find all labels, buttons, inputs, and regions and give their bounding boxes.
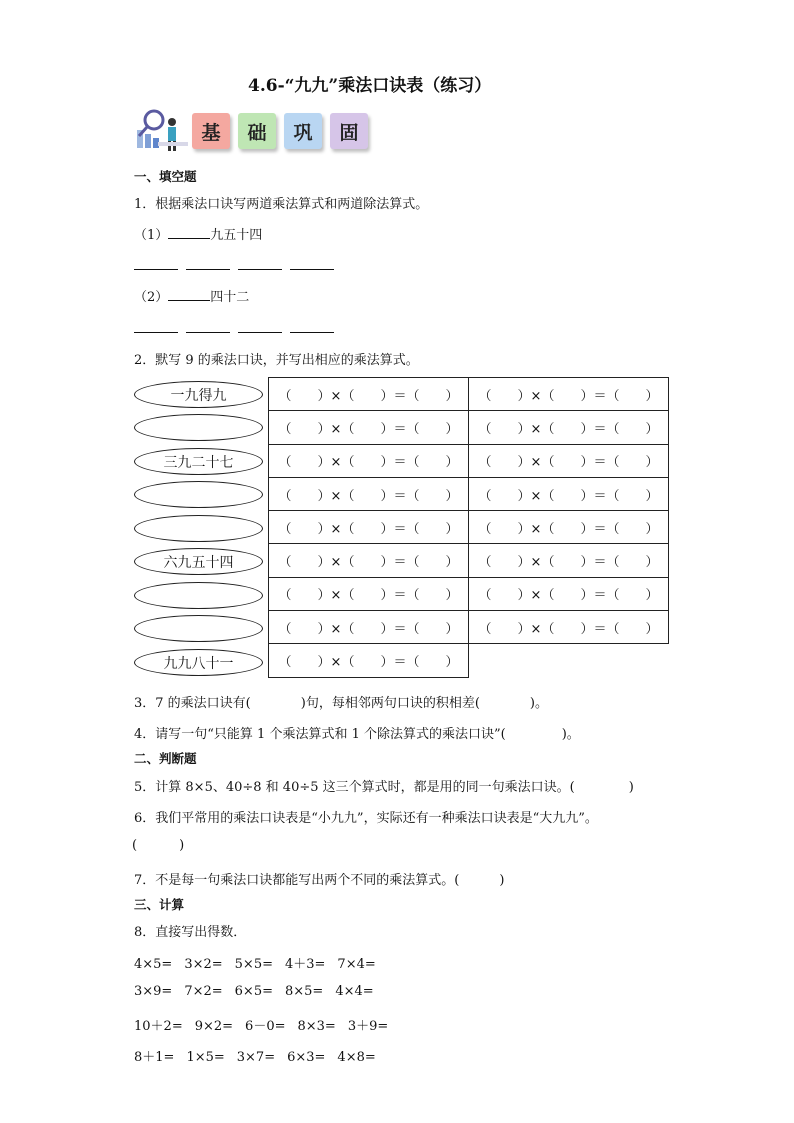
equation-cell[interactable]: （ ）×（ ）＝（ ） — [269, 378, 469, 411]
question-1: 1．根据乘法口诀写两道乘法算式和两道除法算式。 — [134, 197, 429, 212]
calc-item[interactable]: 1×5= — [186, 1050, 225, 1065]
answer-blank[interactable] — [290, 318, 334, 333]
grid-row — [269, 411, 669, 444]
equation-cell[interactable]: （ ）×（ ）＝（ ） — [269, 477, 469, 510]
answer-lines-1 — [134, 255, 334, 274]
section-fill-heading: 一、填空题 — [134, 169, 197, 184]
grid-row — [269, 378, 669, 411]
q7-text: 7．不是每一句乘法口诀都能写出两个不同的乘法算式。( — [134, 873, 460, 888]
grid-row — [269, 544, 669, 577]
sub1-label: （1） — [134, 228, 169, 243]
page-title: 4.6-“九九”乘法口诀表（练习） — [248, 76, 492, 96]
equation-cell[interactable]: （ ）×（ ）＝（ ） — [269, 544, 469, 577]
calc-item[interactable]: 4×8= — [337, 1050, 376, 1065]
q3-part-b: )句，每相邻两句口诀的积相差( — [300, 696, 480, 711]
calc-item[interactable]: 5×5= — [234, 957, 273, 972]
answer-blank[interactable] — [134, 318, 178, 333]
question-4 — [134, 723, 580, 742]
calc-item[interactable]: 8×3= — [297, 1019, 336, 1034]
grid-row — [269, 577, 669, 610]
grid-row — [269, 644, 669, 677]
answer-lines-2 — [134, 318, 334, 337]
question-6: 6．我们平常用的乘法口诀表是“小九九”，实际还有一种乘法口诀表是“大九九”。 — [134, 811, 598, 826]
question-2: 2．默写 9 的乘法口诀，并写出相应的乘法算式。 — [134, 353, 419, 368]
equation-cell[interactable]: （ ）×（ ）＝（ ） — [469, 511, 669, 544]
answer-blank[interactable] — [238, 318, 282, 333]
equation-cell[interactable]: （ ）×（ ）＝（ ） — [269, 644, 469, 677]
q6-open: ( — [132, 838, 138, 853]
equation-cell[interactable]: （ ）×（ ）＝（ ） — [469, 411, 669, 444]
calc-item[interactable]: 9×2= — [194, 1019, 234, 1034]
answer-blank[interactable] — [186, 318, 230, 333]
empty-cell — [469, 644, 669, 677]
calc-item[interactable]: 3×2= — [184, 957, 223, 972]
equation-cell[interactable]: （ ）×（ ）＝（ ） — [469, 544, 669, 577]
banner-tile-4: 固 — [330, 113, 368, 149]
q5-text: 5．计算 8×5、40÷8 和 40÷5 这三个算式时，都是用的同一句乘法口诀。( — [134, 780, 575, 795]
rhyme-oval-8[interactable] — [134, 615, 263, 642]
equation-cell[interactable]: （ ）×（ ）＝（ ） — [469, 444, 669, 477]
q5-close: ) — [628, 780, 634, 795]
question-1-sub2 — [134, 286, 249, 305]
magnifier-figure-icon — [134, 108, 190, 156]
section-judge-heading: 二、判断题 — [134, 751, 197, 766]
banner-tile-3: 巩 — [284, 113, 322, 149]
banner-tile-1: 基 — [192, 113, 230, 149]
rhyme-oval-6[interactable]: 六九五十四 — [134, 548, 263, 575]
equation-cell[interactable]: （ ）×（ ）＝（ ） — [269, 611, 469, 644]
question-6-answer — [132, 838, 184, 853]
q7-close: ) — [499, 873, 505, 888]
calc-item[interactable]: 4×4= — [335, 984, 374, 999]
equation-cell[interactable]: （ ）×（ ）＝（ ） — [269, 411, 469, 444]
calc-item[interactable]: 6×5= — [234, 984, 273, 999]
equation-cell[interactable]: （ ）×（ ）＝（ ） — [469, 611, 669, 644]
calc-row-4 — [134, 1046, 388, 1065]
grid-row — [269, 511, 669, 544]
rhyme-oval-1[interactable]: 一九得九 — [134, 381, 263, 408]
question-1-sub1 — [134, 224, 262, 243]
rhyme-oval-4[interactable] — [134, 481, 263, 508]
sub2-label: （2） — [134, 290, 169, 305]
equation-cell[interactable]: （ ）×（ ）＝（ ） — [469, 378, 669, 411]
q3-part-c: )。 — [529, 696, 548, 711]
section-calc-heading: 三、计算 — [134, 897, 185, 912]
calc-row-2 — [134, 984, 386, 999]
q3-part-a: 3．7 的乘法口诀有( — [134, 696, 251, 711]
question-8: 8．直接写出得数． — [134, 925, 247, 940]
grid-row — [269, 611, 669, 644]
calc-item[interactable]: 4×5= — [134, 957, 173, 972]
calc-item[interactable]: 6－0= — [245, 1019, 286, 1034]
calc-item[interactable]: 8×5= — [284, 984, 324, 999]
answer-blank[interactable] — [238, 255, 282, 270]
calc-item[interactable]: 8＋1= — [134, 1050, 175, 1065]
answer-blank[interactable] — [186, 255, 230, 270]
answer-blank[interactable] — [168, 224, 210, 239]
question-3 — [134, 692, 548, 711]
banner-tile-2: 础 — [238, 113, 276, 149]
calc-item[interactable]: 3＋9= — [347, 1019, 389, 1034]
answer-blank[interactable] — [290, 255, 334, 270]
q4-part-b: )。 — [561, 727, 580, 742]
q6-close: ) — [179, 838, 185, 853]
rhyme-oval-7[interactable] — [134, 582, 263, 609]
calc-row-1 — [134, 953, 388, 972]
calc-item[interactable]: 4＋3= — [284, 957, 326, 972]
calc-item[interactable]: 7×2= — [184, 984, 223, 999]
rhyme-oval-5[interactable] — [134, 515, 263, 542]
rhyme-oval-2[interactable] — [134, 414, 263, 441]
equation-cell[interactable]: （ ）×（ ）＝（ ） — [269, 511, 469, 544]
question-5 — [134, 776, 634, 795]
question-7 — [134, 869, 504, 888]
equation-cell[interactable]: （ ）×（ ）＝（ ） — [269, 577, 469, 610]
grid-row — [269, 444, 669, 477]
calc-item[interactable]: 6×3= — [287, 1050, 326, 1065]
q4-part-a: 4．请写一句“只能算 1 个乘法算式和 1 个除法算式的乘法口诀”( — [134, 727, 506, 742]
answer-blank[interactable] — [168, 286, 210, 301]
equation-cell[interactable]: （ ）×（ ）＝（ ） — [469, 577, 669, 610]
grid-row — [269, 477, 669, 510]
calc-item[interactable]: 10＋2= — [134, 1019, 183, 1034]
section-banner — [134, 108, 384, 156]
rhyme-oval-3[interactable]: 三九二十七 — [134, 448, 263, 475]
rhyme-oval-9[interactable]: 九九八十一 — [134, 649, 263, 676]
calc-item[interactable]: 3×9= — [134, 984, 173, 999]
answer-blank[interactable] — [134, 255, 178, 270]
sub2-tail: 四十二 — [210, 290, 250, 305]
calc-row-3 — [134, 1015, 400, 1034]
calc-item[interactable]: 7×4= — [337, 957, 376, 972]
calc-item[interactable]: 3×7= — [236, 1050, 276, 1065]
equation-cell[interactable]: （ ）×（ ）＝（ ） — [469, 477, 669, 510]
multiplication-grid — [268, 377, 669, 678]
sub1-tail: 九五十四 — [210, 228, 263, 243]
equation-cell[interactable]: （ ）×（ ）＝（ ） — [269, 444, 469, 477]
